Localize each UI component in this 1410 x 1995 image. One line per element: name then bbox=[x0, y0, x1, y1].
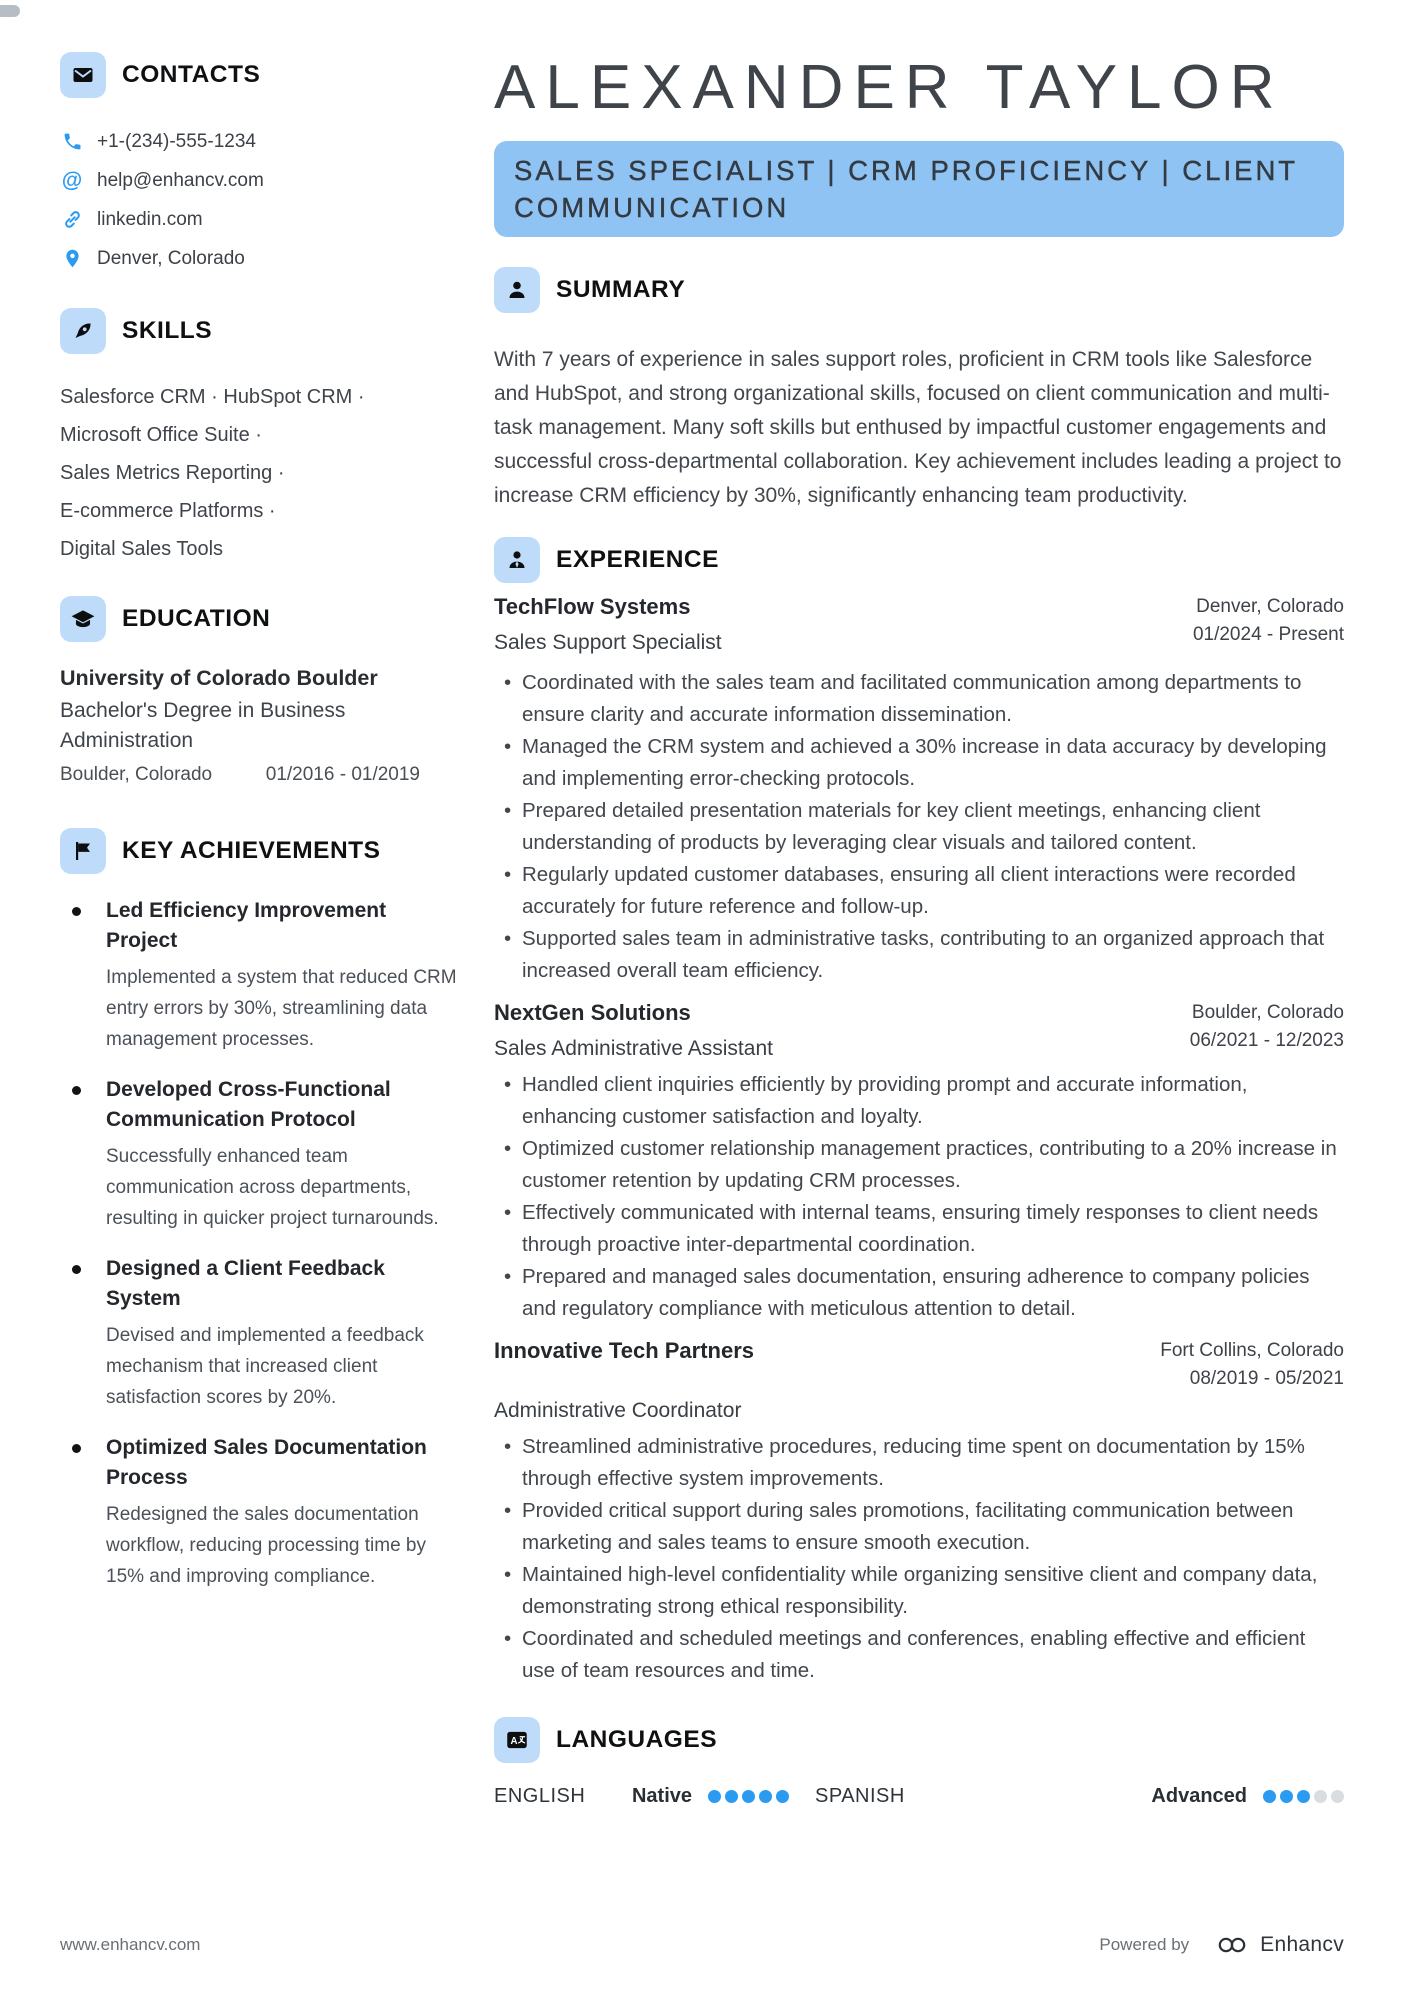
education-school: University of Colorado Boulder bbox=[60, 666, 378, 690]
job-location: Denver, Colorado bbox=[1196, 596, 1344, 617]
job-bullet-list bbox=[494, 1431, 1344, 1687]
job-role: Administrative Coordinator bbox=[494, 1399, 742, 1422]
job-location: Fort Collins, Colorado bbox=[1160, 1340, 1344, 1361]
achievement-body: Successfully enhanced team communication across departments, resulting in quicker project turnarounds. bbox=[106, 1146, 439, 1229]
at-icon: @ bbox=[61, 169, 83, 192]
languages-title: LANGUAGES bbox=[556, 1726, 718, 1753]
job-bullet: • Handled client inquiries efficiently by providing prompt and accurate information, enhancing customer satisfaction and loyalty. bbox=[502, 1069, 1344, 1133]
achievement-heading: Optimized Sales Documentation Process bbox=[106, 1436, 427, 1489]
language-proficiency-dots bbox=[1263, 1790, 1344, 1803]
contact-phone[interactable] bbox=[60, 122, 458, 161]
summary-text: With 7 years of experience in sales support roles, proficient in CRM tools like Salesforce and HubSpot, and strong organizational skills, focused on client communication and multi-task management. Many soft skills but enthused by impactful customer engagements and successful cross-departmental collaboration. Key achievement includes leading a project to increase CRM efficiency by 30%, significantly enhancing team productivity. bbox=[494, 348, 1342, 507]
headline-badge: SALES SPECIALIST | CRM PROFICIENCY | CLIENT COMMUNICATION bbox=[494, 141, 1344, 237]
skills-list bbox=[60, 378, 458, 568]
achievement-body: Redesigned the sales documentation workflow, reducing processing time by 15% and improving compliance. bbox=[106, 1504, 426, 1587]
job-bullet: • Coordinated with the sales team and facilitated communication among departments to ensure clarity and accurate information dissemination. bbox=[502, 667, 1344, 731]
achievement-heading: Developed Cross-Functional Communication Protocol bbox=[106, 1078, 391, 1131]
job-bullet: • Managed the CRM system and achieved a 30% increase in data accuracy by developing and implementing error-checking protocols. bbox=[502, 731, 1344, 795]
sidebar bbox=[60, 52, 458, 1612]
achievement-heading: Led Efficiency Improvement Project bbox=[106, 899, 387, 952]
job-bullet: • Streamlined administrative procedures, reducing time spent on documentation by 15% through effective system improvements. bbox=[502, 1431, 1344, 1495]
footer-site-link[interactable]: www.enhancv.com bbox=[60, 1935, 201, 1954]
job-bullet: • Coordinated and scheduled meetings and conferences, enabling effective and efficient use of team resources and time. bbox=[502, 1623, 1344, 1687]
job-bullet: • Effectively communicated with internal teams, ensuring timely responses to client needs through proactive inter-departmental coordination. bbox=[502, 1197, 1344, 1261]
contacts-section-header bbox=[60, 52, 458, 98]
achievement-item bbox=[60, 1254, 458, 1413]
job-dates: 06/2021 - 12/2023 bbox=[1189, 1030, 1344, 1051]
contact-linkedin-text: linkedin.com bbox=[97, 208, 203, 230]
person-name: ALEXANDER TAYLOR bbox=[494, 53, 1285, 122]
main-content bbox=[494, 44, 1344, 1808]
rocket-icon bbox=[60, 308, 106, 354]
envelope-icon bbox=[60, 52, 106, 98]
skills-title: SKILLS bbox=[122, 317, 213, 344]
job-bullet: • Regularly updated customer databases, ensuring all client interactions were recorded accurately for future reference and follow-up. bbox=[502, 859, 1344, 923]
job-bullet: • Prepared and managed sales documentation, ensuring adherence to company policies and regulatory compliance with meticulous attention to detail. bbox=[502, 1261, 1344, 1325]
link-icon bbox=[60, 209, 84, 230]
education-location: Boulder, Colorado bbox=[60, 764, 213, 785]
experience-entry bbox=[494, 1337, 1344, 1687]
page-corner-artifact bbox=[0, 5, 20, 17]
achievements-list bbox=[60, 896, 458, 1592]
graduation-cap-icon bbox=[60, 596, 106, 642]
job-header bbox=[494, 999, 1344, 1063]
experience-entry bbox=[494, 593, 1344, 987]
skill-line: E-commerce Platforms · bbox=[60, 500, 276, 522]
language-proficiency-dots bbox=[708, 1790, 789, 1803]
job-bullet: • Maintained high-level confidentiality while organizing sensitive client and company data, demonstrating strong ethical responsibility. bbox=[502, 1559, 1344, 1623]
language-level: Native bbox=[631, 1785, 692, 1807]
contact-phone-text: +1-(234)-555-1234 bbox=[97, 130, 256, 152]
contact-location-text: Denver, Colorado bbox=[97, 247, 245, 269]
contact-email[interactable] bbox=[60, 161, 458, 200]
contact-linkedin[interactable] bbox=[60, 200, 458, 239]
job-bullet: • Supported sales team in administrative tasks, contributing to an organized approach that increased overall team efficiency. bbox=[502, 923, 1344, 987]
flag-icon bbox=[60, 828, 106, 874]
skills-section-header bbox=[60, 308, 458, 354]
education-dates: 01/2016 - 01/2019 bbox=[265, 764, 420, 785]
svg-text:A: A bbox=[510, 1735, 518, 1747]
job-header bbox=[494, 593, 1344, 657]
location-pin-icon bbox=[60, 248, 84, 269]
job-bullet-list bbox=[494, 1069, 1344, 1325]
job-dates: 01/2024 - Present bbox=[1192, 624, 1344, 645]
job-location: Boulder, Colorado bbox=[1191, 1002, 1344, 1023]
skill-line: Digital Sales Tools bbox=[60, 538, 224, 560]
achievement-item bbox=[60, 896, 458, 1055]
achievement-body: Implemented a system that reduced CRM entry errors by 30%, streamlining data management processes. bbox=[106, 967, 457, 1050]
job-bullet: • Prepared detailed presentation materials for key client meetings, enhancing client understanding of products by leveraging clear visuals and tailored content. bbox=[502, 795, 1344, 859]
brand-name: Enhancv bbox=[1260, 1933, 1344, 1956]
enhancv-logo[interactable] bbox=[1215, 1933, 1344, 1957]
language-level: Advanced bbox=[1151, 1785, 1247, 1807]
languages-row bbox=[494, 1785, 1344, 1808]
achievement-body: Devised and implemented a feedback mechanism that increased client satisfaction scores by 20%. bbox=[106, 1325, 424, 1408]
education-section-header bbox=[60, 596, 458, 642]
experience-title: EXPERIENCE bbox=[556, 546, 719, 573]
achievements-title: KEY ACHIEVEMENTS bbox=[122, 837, 381, 864]
achievement-item bbox=[60, 1075, 458, 1234]
summary-section-header bbox=[494, 267, 1344, 313]
achievements-section-header bbox=[60, 828, 458, 874]
job-role: Sales Support Specialist bbox=[494, 631, 722, 654]
experience-entry bbox=[494, 999, 1344, 1325]
job-company: NextGen Solutions bbox=[494, 1000, 691, 1025]
person-tie-icon bbox=[494, 537, 540, 583]
language-item bbox=[815, 1785, 1344, 1808]
page-footer bbox=[60, 1933, 1344, 1957]
contact-email-text: help@enhancv.com bbox=[97, 169, 264, 191]
person-icon bbox=[494, 267, 540, 313]
skill-line: Sales Metrics Reporting · bbox=[60, 462, 285, 484]
language-item bbox=[494, 1785, 789, 1808]
job-company: Innovative Tech Partners bbox=[494, 1338, 755, 1363]
contact-location bbox=[60, 239, 458, 278]
summary-title: SUMMARY bbox=[556, 276, 686, 303]
job-bullet: • Provided critical support during sales promotions, facilitating communication between marketing and sales teams to ensure smooth execution. bbox=[502, 1495, 1344, 1559]
contact-rows bbox=[60, 122, 458, 278]
education-degree: Bachelor's Degree in Business Administration bbox=[60, 699, 346, 752]
powered-by-label: Powered by bbox=[1099, 1935, 1190, 1954]
education-title: EDUCATION bbox=[122, 605, 271, 632]
job-bullet: • Optimized customer relationship management practices, contributing to a 20% increase in customer retention by updating CRM processes. bbox=[502, 1133, 1344, 1197]
job-header bbox=[494, 1337, 1344, 1425]
achievement-item bbox=[60, 1433, 458, 1592]
contacts-title: CONTACTS bbox=[122, 61, 261, 88]
infinity-logo-icon bbox=[1215, 1934, 1251, 1956]
translate-icon bbox=[494, 1717, 540, 1763]
job-dates: 08/2019 - 05/2021 bbox=[1189, 1368, 1344, 1389]
experience-section-header bbox=[494, 537, 1344, 583]
skill-line: Microsoft Office Suite · bbox=[60, 424, 262, 446]
languages-section-header bbox=[494, 1717, 1344, 1763]
job-company: TechFlow Systems bbox=[494, 594, 691, 619]
language-name: SPANISH bbox=[815, 1785, 905, 1807]
education-meta bbox=[60, 764, 420, 786]
job-bullet-list bbox=[494, 667, 1344, 987]
skill-line: Salesforce CRM · HubSpot CRM · bbox=[60, 386, 365, 408]
language-name: ENGLISH bbox=[494, 1785, 586, 1807]
phone-icon bbox=[60, 131, 84, 152]
job-role: Sales Administrative Assistant bbox=[494, 1037, 773, 1060]
achievement-heading: Designed a Client Feedback System bbox=[106, 1257, 385, 1310]
